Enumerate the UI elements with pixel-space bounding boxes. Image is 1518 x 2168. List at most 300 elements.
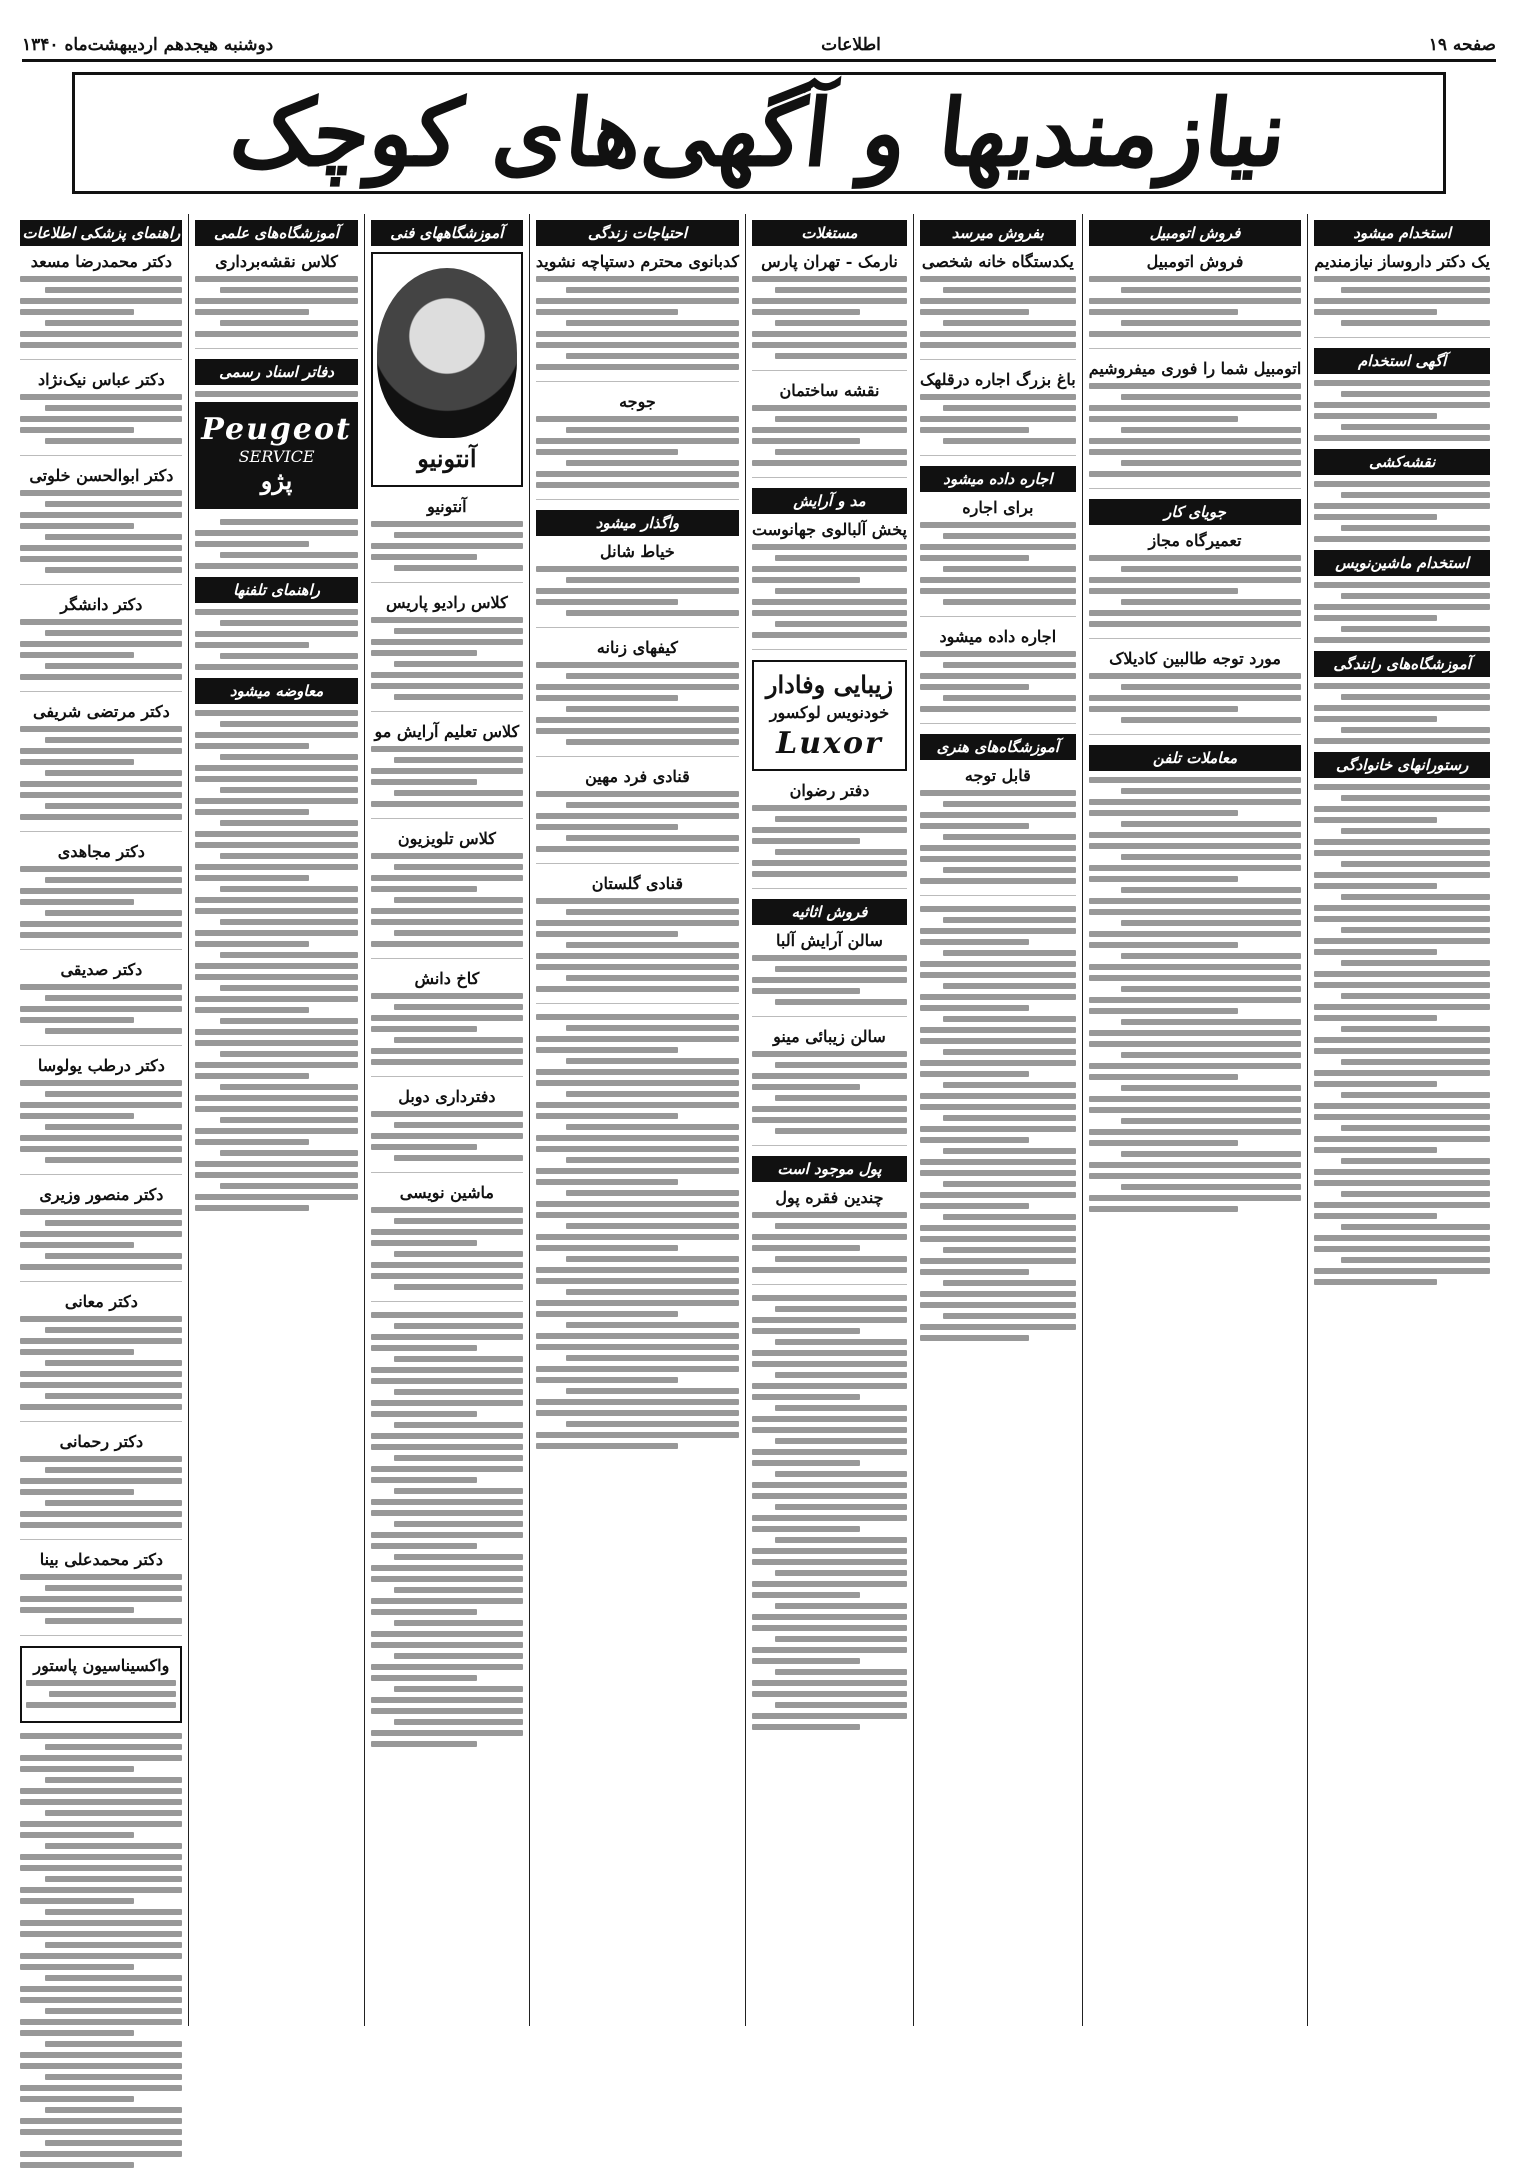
brand-name-fa: پژو [260, 466, 293, 495]
text-line [566, 1355, 739, 1361]
text-line [371, 1229, 523, 1235]
text-line [20, 1006, 182, 1012]
text-line [752, 1212, 907, 1218]
text-line [1341, 993, 1490, 999]
text-line [1121, 986, 1302, 992]
text-line [20, 1113, 133, 1119]
text-line [20, 309, 133, 315]
text-line [566, 739, 739, 745]
text-line [220, 320, 358, 326]
text-line [195, 743, 309, 749]
text-line [920, 878, 1076, 884]
text-line [20, 1404, 182, 1410]
text-line [20, 2019, 182, 2025]
text-line [1089, 309, 1238, 315]
text-line [920, 1324, 1076, 1330]
text-line [45, 737, 183, 743]
text-line [45, 1500, 183, 1506]
text-line [20, 1231, 182, 1237]
ad-title: کیفهای زنانه [596, 638, 678, 657]
display-ad-subline: خودنویس لوکسور [769, 703, 890, 722]
text-line [536, 1432, 739, 1438]
text-line [45, 910, 183, 916]
text-line [775, 1223, 907, 1229]
text-line [536, 846, 739, 852]
text-line [1341, 1125, 1490, 1131]
text-line [195, 609, 358, 615]
text-line [45, 2008, 183, 2014]
text-line [752, 1625, 907, 1631]
text-line [752, 1106, 907, 1112]
text-line [371, 617, 523, 623]
text-line [752, 632, 907, 638]
text-line [1089, 909, 1302, 915]
text-line [536, 1080, 739, 1086]
ad-title: دکتر منصور وزیری [39, 1185, 164, 1204]
text-line [920, 544, 1076, 550]
text-line [20, 1997, 182, 2003]
text-line [45, 2140, 183, 2146]
text-line [20, 814, 182, 820]
text-line [752, 805, 907, 811]
text-line [220, 1051, 358, 1057]
text-line [20, 888, 182, 894]
text-line [536, 1410, 739, 1416]
text-line [536, 1234, 739, 1240]
section-header: آموزشگاه‌های هنری [920, 734, 1076, 760]
text-line [536, 1069, 739, 1075]
classified-ad [371, 829, 523, 959]
text-line [371, 521, 523, 527]
text-line [752, 577, 860, 583]
ad-title: دکتر محمدرضا مسعد [30, 252, 172, 271]
text-line [943, 867, 1075, 873]
text-line [1089, 331, 1302, 337]
text-line [20, 523, 133, 529]
text-line [394, 930, 523, 936]
text-line [1089, 276, 1302, 282]
classified-ad [20, 370, 182, 456]
text-line [566, 427, 739, 433]
text-line [20, 2096, 133, 2102]
text-line [536, 309, 678, 315]
text-line [920, 1203, 1029, 1209]
text-line [195, 642, 309, 648]
text-line [1314, 1081, 1437, 1087]
text-line [20, 641, 182, 647]
text-line [394, 1004, 523, 1010]
text-line [20, 2063, 182, 2069]
column-header: آموزشگاههای فنی [371, 220, 523, 246]
text-line [1314, 817, 1437, 823]
text-line [920, 1335, 1029, 1341]
text-line [394, 757, 523, 763]
ad-title: باغ بزرگ اجاره درقلهک [919, 370, 1076, 389]
classified-ad [195, 252, 358, 349]
text-line [45, 1777, 183, 1783]
classified-ad [920, 498, 1076, 617]
text-line [20, 1607, 133, 1613]
text-line [536, 298, 739, 304]
text-line [20, 2129, 182, 2135]
text-line [220, 853, 358, 859]
text-line [20, 1349, 133, 1355]
text-line [536, 1047, 678, 1053]
classified-ad [371, 969, 523, 1077]
text-line [566, 706, 739, 712]
text-line [1121, 1019, 1302, 1025]
text-line [220, 754, 358, 760]
text-line [1089, 471, 1302, 477]
text-line [1341, 1224, 1490, 1230]
text-line [45, 567, 183, 573]
text-line [1089, 706, 1238, 712]
column-header: راهنمای پزشکی اطلاعات [20, 220, 182, 246]
text-line [371, 1262, 523, 1268]
text-line [920, 1302, 1076, 1308]
ad-title: قابل توجه [964, 766, 1031, 785]
classified-ad [752, 1188, 907, 1285]
brand-subtitle: SERVICE [238, 447, 315, 466]
text-line [394, 1037, 523, 1043]
text-line [752, 1548, 907, 1554]
ad-title: دکتر ابوالحسن خلوتی [29, 466, 174, 485]
classified-ad [20, 1185, 182, 1282]
text-line [195, 276, 358, 282]
ad-title: دکتر محمدعلی بینا [39, 1550, 163, 1569]
text-line [45, 1585, 183, 1591]
text-line [536, 482, 739, 488]
text-line [1314, 604, 1490, 610]
text-line [394, 1587, 523, 1593]
text-line [394, 1284, 523, 1290]
text-line [1314, 850, 1490, 856]
text-line [943, 983, 1075, 989]
peugeot-display-ad [195, 402, 358, 509]
text-line [752, 1592, 860, 1598]
text-line [775, 1603, 907, 1609]
text-line [195, 930, 358, 936]
text-line [20, 1920, 182, 1926]
text-line [536, 276, 739, 282]
text-line [775, 1636, 907, 1642]
text-line [45, 1220, 183, 1226]
text-line [1121, 427, 1302, 433]
text-line [20, 1371, 182, 1377]
text-line [1314, 1136, 1490, 1142]
text-line [20, 2085, 182, 2091]
text-line [195, 1062, 358, 1068]
text-line [775, 1669, 907, 1675]
text-line [195, 541, 309, 547]
ad-title: سالن زیبائی مینو [773, 1027, 886, 1046]
ad-title: برای اجاره [962, 498, 1034, 517]
text-line [920, 588, 1076, 594]
text-line [1089, 1041, 1302, 1047]
classified-ad [20, 842, 182, 950]
ad-title: دکتر صدیقی [60, 960, 143, 979]
section-header: آموزشگاه‌های رانندگی [1314, 651, 1490, 677]
text-line [775, 287, 907, 293]
text-line [566, 1124, 739, 1130]
newspaper-page [22, 22, 1496, 2026]
text-line [536, 931, 678, 937]
text-line [752, 610, 907, 616]
text-line [920, 309, 1029, 315]
text-line [20, 556, 182, 562]
text-line [536, 566, 739, 572]
text-line [752, 298, 907, 304]
text-line [920, 1137, 1029, 1143]
text-line [1089, 673, 1302, 679]
text-line [752, 1234, 907, 1240]
text-line [1341, 861, 1490, 867]
text-line [943, 599, 1075, 605]
text-line [394, 1122, 523, 1128]
text-line [1314, 1202, 1490, 1208]
text-line [752, 988, 860, 994]
text-line [394, 864, 523, 870]
section-header: رستورانهای خانوادگی [1314, 752, 1490, 778]
text-line [20, 394, 182, 400]
text-line [20, 1733, 182, 1739]
text-line [371, 1207, 523, 1213]
text-line [752, 1394, 860, 1400]
text-line [195, 530, 358, 536]
ad-title: دکتر درطب یولوسا [37, 1056, 165, 1075]
text-line [1089, 1140, 1238, 1146]
text-line [195, 1161, 358, 1167]
classified-ad [371, 593, 523, 712]
text-line [1314, 503, 1490, 509]
text-line [1314, 1070, 1490, 1076]
text-line [536, 449, 678, 455]
text-line [536, 728, 739, 734]
text-line [752, 405, 907, 411]
text-line [371, 1059, 523, 1065]
text-line [536, 1311, 678, 1317]
text-line [45, 2074, 183, 2080]
pasteur-display-ad [20, 1646, 182, 1723]
text-line [1341, 287, 1490, 293]
text-line [45, 1975, 183, 1981]
text-line [371, 650, 477, 656]
text-line [566, 1421, 739, 1427]
text-line [943, 405, 1075, 411]
text-line [20, 866, 182, 872]
text-line [920, 823, 1029, 829]
text-line [920, 939, 1029, 945]
text-line [1314, 683, 1490, 689]
text-line [1314, 309, 1437, 315]
display-ad-title: آنتونیو [417, 444, 477, 473]
classified-ad [752, 931, 907, 1017]
text-line [752, 977, 907, 983]
text-line [943, 1280, 1075, 1286]
text-line [1121, 1052, 1302, 1058]
text-line [195, 391, 358, 397]
ad-title: سالن آرایش آلبا [775, 931, 883, 950]
text-line [920, 555, 1029, 561]
text-line [195, 897, 358, 903]
text-line [536, 1113, 678, 1119]
text-line [566, 1190, 739, 1196]
ad-title: ماشین نویسی [399, 1183, 494, 1202]
text-line [1314, 982, 1490, 988]
text-line [920, 790, 1076, 796]
text-line [20, 792, 182, 798]
ad-title: دکتر مجاهدی [57, 842, 145, 861]
ad-title: اتومبیل شما را فوری میفروشیم [1088, 359, 1302, 378]
text-line [1341, 492, 1490, 498]
text-line [45, 1618, 183, 1624]
text-line [20, 490, 182, 496]
text-line [220, 552, 358, 558]
text-line [371, 1631, 523, 1637]
text-line [536, 964, 739, 970]
text-line [371, 1144, 477, 1150]
text-line [920, 1225, 1076, 1231]
text-line [195, 1139, 309, 1145]
text-line [1089, 1107, 1302, 1113]
text-line [195, 809, 309, 815]
text-line [775, 1306, 907, 1312]
text-line [394, 1218, 523, 1224]
text-line [1089, 1008, 1238, 1014]
text-line [1341, 795, 1490, 801]
text-line [566, 975, 739, 981]
text-line [1121, 788, 1302, 794]
text-line [45, 1327, 183, 1333]
text-line [1341, 1257, 1490, 1263]
text-line [45, 663, 183, 669]
text-line [1089, 1162, 1302, 1168]
text-line [752, 1267, 907, 1273]
text-line [752, 1581, 907, 1587]
text-line [775, 1372, 907, 1378]
ad-title: دکتر رحمانی [59, 1432, 144, 1451]
text-line [536, 1168, 739, 1174]
text-line [920, 1159, 1076, 1165]
text-line [920, 1269, 1029, 1275]
column-header: بفروش میرسد [920, 220, 1076, 246]
text-line [371, 1015, 523, 1021]
classified-ad [752, 1027, 907, 1146]
text-line [943, 1049, 1075, 1055]
text-line [1314, 1279, 1437, 1285]
section-header: مد و آرایش [752, 488, 907, 514]
text-line [45, 1157, 183, 1163]
text-line [752, 438, 860, 444]
text-line [752, 1317, 907, 1323]
text-line [920, 972, 1076, 978]
text-line [943, 950, 1075, 956]
text-line [752, 1647, 907, 1653]
text-line [536, 438, 739, 444]
text-line [20, 416, 182, 422]
text-line [1314, 716, 1437, 722]
text-line [1314, 916, 1490, 922]
text-line [566, 673, 739, 679]
text-line [371, 1378, 523, 1384]
text-line [1121, 394, 1302, 400]
text-line [752, 1383, 907, 1389]
text-line [20, 1854, 182, 1860]
column-header: آموزشگاه‌های علمی [195, 220, 358, 246]
text-line [943, 320, 1075, 326]
classified-ad [536, 252, 739, 382]
text-line [1314, 938, 1490, 944]
text-line [45, 1876, 183, 1882]
text-line [45, 534, 183, 540]
text-line [195, 710, 358, 716]
text-line [20, 2052, 182, 2058]
column-header: مستغلات [752, 220, 907, 246]
text-line [220, 919, 358, 925]
text-line [20, 674, 182, 680]
text-line [536, 824, 678, 830]
text-line [371, 1664, 523, 1670]
text-line [752, 838, 860, 844]
text-line [943, 834, 1075, 840]
text-line [20, 652, 133, 658]
text-line [536, 331, 739, 337]
text-line [20, 1596, 182, 1602]
text-line [1341, 828, 1490, 834]
text-line [1314, 1147, 1437, 1153]
text-line [20, 2151, 182, 2157]
text-line [536, 791, 739, 797]
ad-title: کلاس تلویزیون [397, 829, 496, 848]
text-line [1314, 905, 1490, 911]
text-line [752, 276, 907, 282]
ad-title: دکتر دانشگر [60, 595, 143, 614]
ad-title: کدبانوی محترم دستپاچه نشوید [535, 252, 739, 271]
text-line [195, 298, 358, 304]
ad-title: قنادی گلستان [591, 874, 684, 893]
text-line [943, 1313, 1075, 1319]
text-line [752, 1658, 860, 1664]
section-header: معاوضه میشود [195, 678, 358, 704]
text-line [20, 1080, 182, 1086]
ad-title: نقشه ساختمان [779, 381, 880, 400]
text-line [920, 706, 1076, 712]
text-line [536, 898, 739, 904]
text-line [371, 1543, 477, 1549]
text-line [394, 1488, 523, 1494]
text-line [394, 1155, 523, 1161]
text-line [20, 984, 182, 990]
text-line [775, 1405, 907, 1411]
text-line [371, 1411, 477, 1417]
text-line [1121, 287, 1302, 293]
text-line [752, 1614, 907, 1620]
text-line [1341, 593, 1490, 599]
text-line [220, 952, 358, 958]
text-line [1121, 821, 1302, 827]
text-line [20, 759, 133, 765]
text-line [920, 961, 1076, 967]
classified-ad [20, 1432, 182, 1540]
text-line [943, 801, 1075, 807]
ad-title: دکتر معانی [64, 1292, 138, 1311]
text-line [536, 1366, 739, 1372]
section-header: دفاتر اسناد رسمی [195, 359, 358, 385]
text-line [195, 331, 358, 337]
text-line [20, 1382, 182, 1388]
text-line [1314, 1213, 1437, 1219]
text-line [920, 1060, 1076, 1066]
